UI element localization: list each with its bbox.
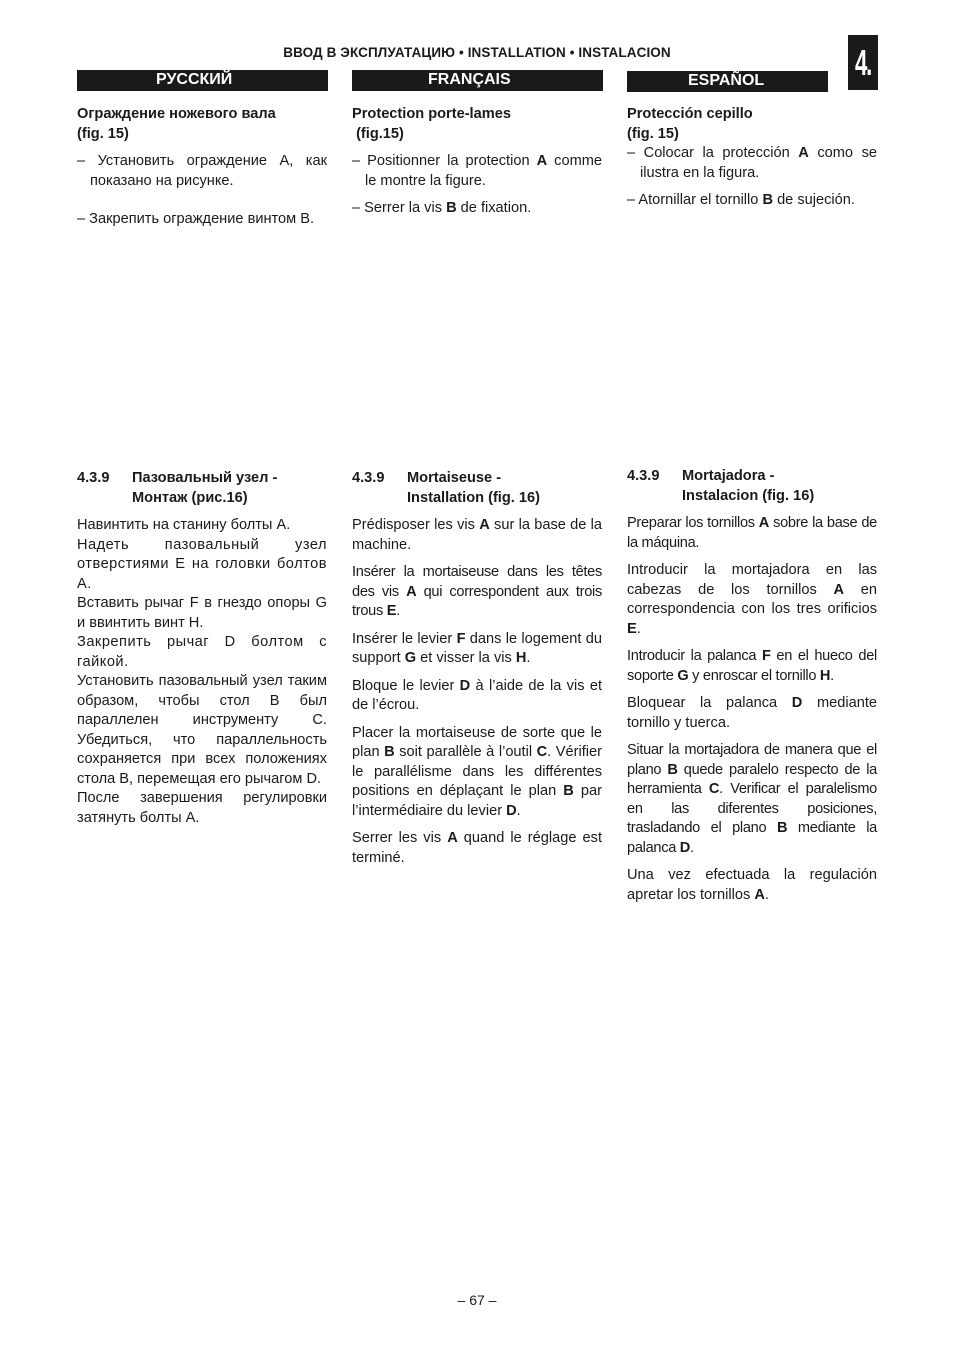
es-section-mortiser	[627, 467, 877, 905]
section-number: 4.3.9	[627, 468, 660, 484]
fr-paragraph: Insérer le levier F dans le logement du support G et visser la vis H.	[352, 630, 602, 666]
fr-paragraph: Placer la mortaiseuse de sorte que le plan B soit parallèle à l’outil C. Vérifier le parallélisme dans les différentes positions en déplaçant le plan B par l’intermédiaire du levier D.	[352, 724, 602, 819]
ru-guard-heading: Ограждение ножевого вала (fig. 15)	[77, 106, 276, 142]
lang-bar-russian: РУССКИЙ	[77, 70, 328, 91]
ru-paragraph: После завершения регулировки затянуть болты A.	[77, 790, 327, 826]
section-header: ВВОД В ЭКСПЛУАТАЦИЮ • INSTALLATION • INSTALACION	[283, 45, 671, 60]
es-paragraph: Preparar los tornillos A sobre la base de la máquina.	[627, 515, 877, 551]
section-title: Mortajadora - Instalacion (fig. 16)	[682, 468, 815, 504]
es-paragraph: Introducir la mortajadora en las cabezas de los tornillos A en correspondencia con los tres orificios E.	[627, 562, 877, 637]
es-paragraph: Situar la mortajadora de manera que el plano B quede paralelo respecto de la herramienta C. Verificar el paralelismo en las diferentes posiciones, trasladando el plano B mediante la palanca D.	[627, 742, 877, 856]
fr-guard-heading: Protection porte-lames (fig.15)	[352, 106, 511, 142]
ru-paragraph: Установить пазовальный узел таким образом, чтобы стол B был параллелен инструменту C. Убедиться, что параллельность сохраняется при всех положениях стола B, перемещая его рычагом D.	[77, 673, 327, 787]
es-guard-step-1: – Colocar la protección A como se ilustra en la figura.	[627, 145, 877, 181]
ru-section-guard	[77, 105, 327, 230]
fr-paragraph: Prédisposer les vis A sur la base de la machine.	[352, 517, 602, 553]
ru-guard-step-1: – Установить ограждение A, как показано на рисунке.	[77, 153, 327, 189]
ru-mortiser-heading	[77, 469, 327, 508]
es-paragraph: Bloquear la palanca D mediante tornillo y tuerca.	[627, 695, 878, 731]
es-guard-step-2: – Atornillar el tornillo B de sujeción.	[627, 192, 855, 208]
ru-guard-step-2: – Закрепить ограждение винтом B.	[77, 211, 315, 227]
section-number: 4.3.9	[77, 470, 110, 486]
ru-paragraph: Вставить рычаг F в гнездо опоры G и ввинтить винт H.	[77, 595, 327, 631]
es-paragraph: Una vez efectuada la regulación apretar los tornillos A.	[627, 867, 877, 903]
fr-paragraph: Bloque le levier D à l’aide de la vis et de l’écrou.	[352, 677, 602, 713]
ru-section-mortiser	[77, 469, 327, 828]
page-number: – 67 –	[457, 1292, 497, 1308]
section-title: Mortaiseuse - Installation (fig. 16)	[407, 470, 540, 506]
section-number: 4.3.9	[352, 470, 385, 486]
ru-paragraph: Надеть пазовальный узел отверстиями E на головки болтов A.	[77, 536, 327, 592]
lang-bar-spanish: ESPAÑOL	[627, 71, 828, 92]
chapter-badge: 4.	[848, 35, 878, 90]
es-paragraph: Introducir la palanca F en el hueco del soporte G y enroscar el tornillo H.	[627, 648, 877, 684]
ru-paragraph: Навинтить на станину болты A.	[77, 517, 291, 533]
fr-mortiser-heading	[352, 469, 602, 508]
fr-guard-step-2: – Serrer la vis B de fixation.	[352, 200, 532, 216]
es-section-guard	[627, 105, 877, 211]
fr-section-mortiser	[352, 469, 602, 868]
es-guard-heading: Protección cepillo (fig. 15)	[627, 106, 753, 142]
section-title: Пазовальный узел - Монтаж (рис.16)	[132, 470, 278, 506]
fr-section-guard	[352, 105, 602, 219]
fr-guard-step-1: – Positionner la protection A comme le montre la figure.	[352, 153, 603, 189]
fr-paragraph: Serrer les vis A quand le réglage est terminé.	[352, 830, 603, 866]
ru-paragraph: Закрепить рычаг D болтом с гайкой.	[77, 634, 327, 670]
fr-paragraph: Insérer la mortaiseuse dans les têtes des vis A qui correspondent aux trois trous E.	[352, 564, 602, 619]
lang-bar-french: FRANÇAIS	[352, 70, 603, 91]
es-mortiser-heading	[627, 467, 877, 506]
